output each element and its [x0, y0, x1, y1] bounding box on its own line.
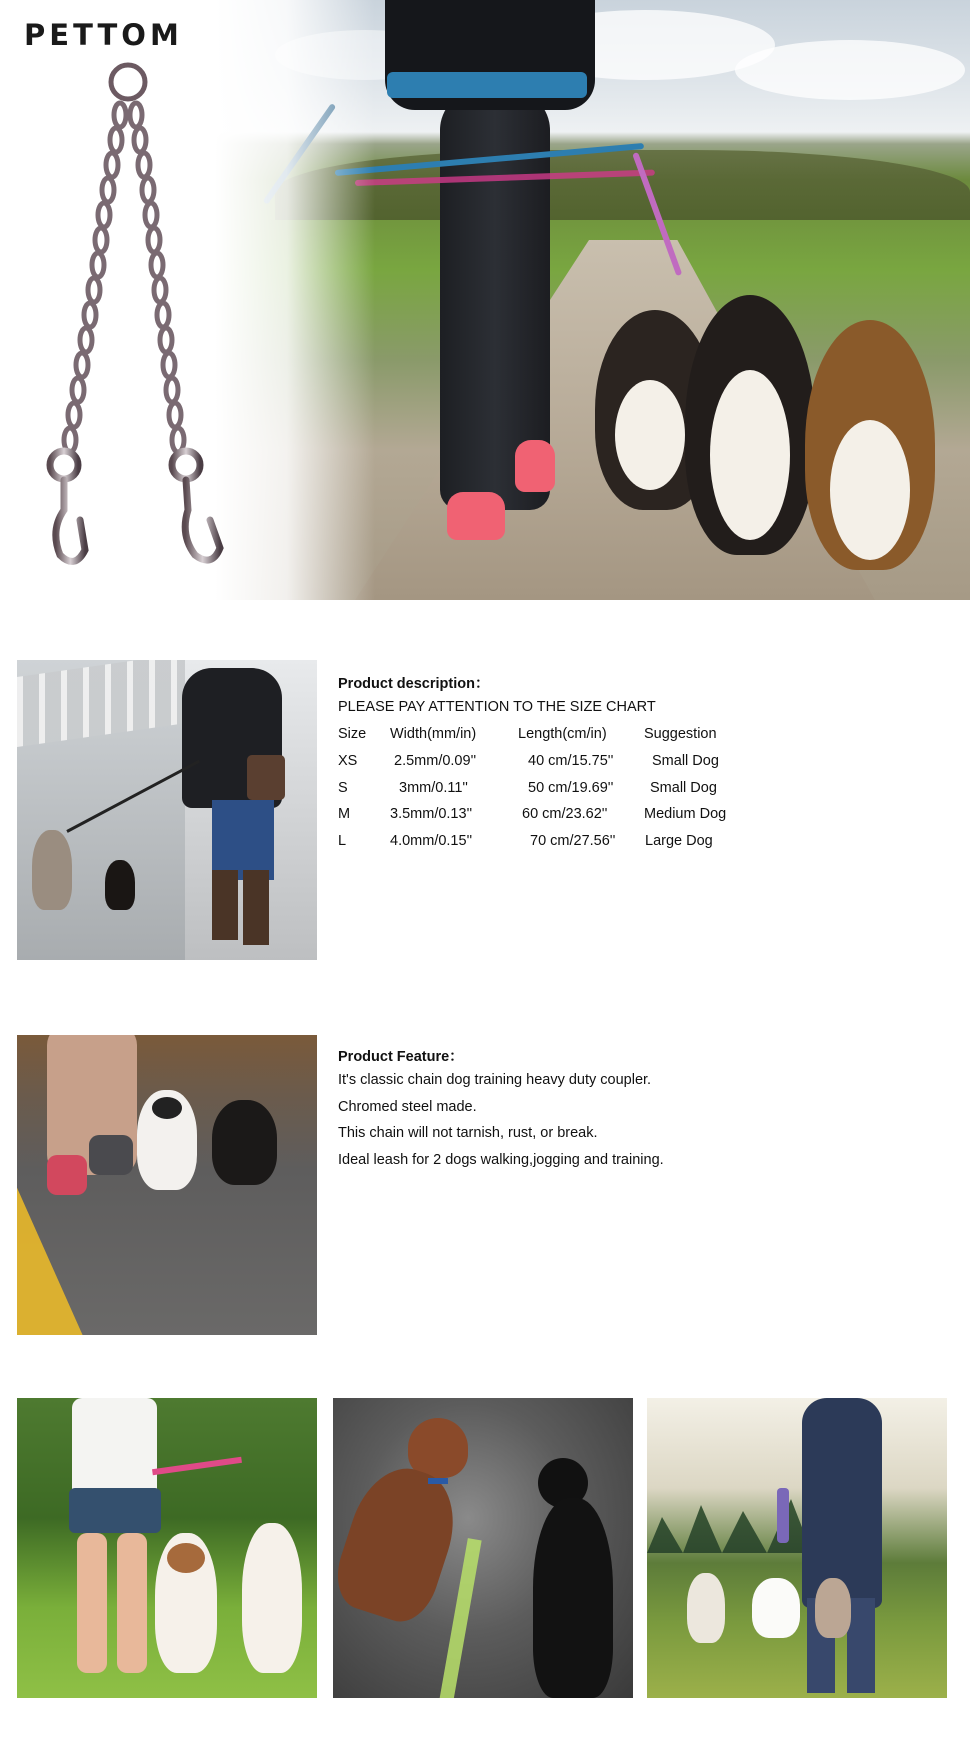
cell-width: 4.0mm/0.15''	[390, 833, 473, 850]
col-size: Size	[338, 726, 367, 742]
cell-width: 3.5mm/0.13''	[390, 806, 473, 823]
feature-line: Chromed steel made.	[338, 1098, 477, 1115]
feature-line: Ideal leash for 2 dogs walking,jogging and training.	[338, 1151, 664, 1168]
cell-size: S	[338, 779, 348, 796]
hero-banner	[0, 0, 970, 600]
cell-length: 60 cm/23.62''	[522, 806, 608, 823]
cell-suggestion: Small Dog	[652, 752, 719, 769]
cell-length: 70 cm/27.56''	[530, 833, 616, 850]
cell-suggestion: Small Dog	[650, 779, 717, 796]
photo-small-dogs-park	[647, 1398, 947, 1698]
cell-suggestion: Large Dog	[645, 833, 713, 850]
photo-bulldogs-grass	[17, 1398, 317, 1698]
photo-walking-bridge	[17, 660, 317, 960]
col-width: Width(mm/in)	[390, 726, 477, 742]
product-description	[338, 672, 754, 860]
table-row	[338, 753, 754, 780]
cell-width: 2.5mm/0.09''	[394, 752, 477, 769]
photo-dogs-night	[333, 1398, 633, 1698]
description-heading: Product description：	[338, 676, 490, 692]
feature-heading: Product Feature：	[338, 1049, 464, 1065]
table-row	[338, 806, 754, 833]
size-chart-table	[338, 726, 754, 860]
col-length: Length(cm/in)	[518, 726, 607, 742]
cell-size: L	[338, 833, 347, 850]
chain-coupler-illustration	[30, 60, 240, 580]
size-chart-notice: PLEASE PAY ATTENTION TO THE SIZE CHART	[338, 699, 656, 715]
feature-line: It's classic chain dog training heavy duty coupler.	[338, 1072, 652, 1088]
cell-size: XS	[338, 752, 358, 769]
table-row	[338, 780, 754, 807]
cell-width: 3mm/0.11''	[399, 779, 468, 796]
table-header-row	[338, 726, 754, 753]
brand-logo: PETTOM	[24, 18, 183, 52]
col-suggestion: Suggestion	[644, 726, 717, 742]
product-feature	[338, 1045, 664, 1178]
cell-suggestion: Medium Dog	[644, 806, 727, 823]
feature-line: This chain will not tarnish, rust, or break.	[338, 1125, 598, 1141]
cell-length: 50 cm/19.69''	[528, 779, 614, 796]
cell-size: M	[338, 806, 351, 823]
cell-length: 40 cm/15.75''	[528, 752, 614, 769]
table-row	[338, 833, 754, 860]
photo-puppies-road	[17, 1035, 317, 1335]
